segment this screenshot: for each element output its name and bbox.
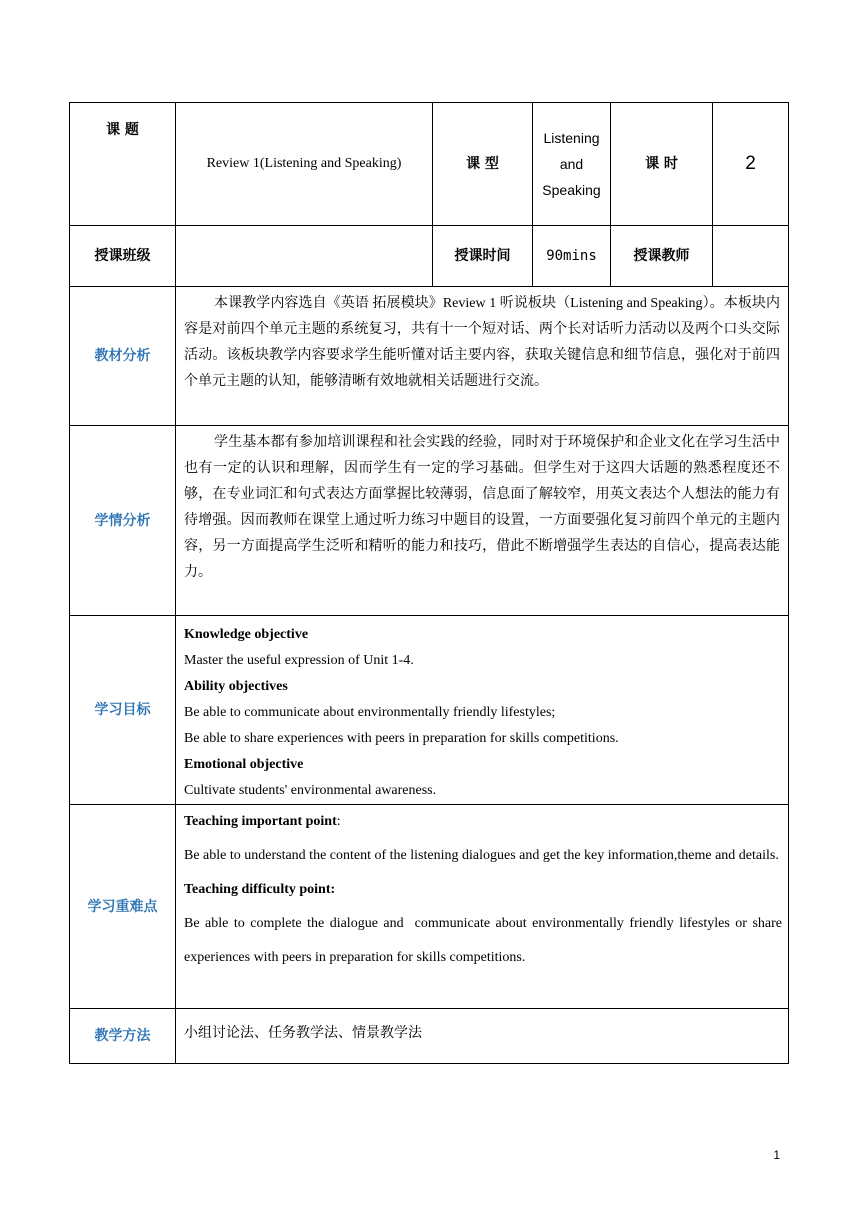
ability-text-2: Be able to share experiences with peers in preparation for skills competitions. — [184, 731, 619, 746]
hours-label: 课 时 — [611, 103, 713, 226]
methods-label: 教学方法 — [70, 1009, 176, 1064]
type-label: 课 型 — [433, 103, 533, 226]
header-row-2 — [70, 226, 789, 287]
page-number: 1 — [773, 1148, 780, 1162]
material-text: 本课教学内容选自《英语 拓展模块》Review 1 听说板块（Listening and Speaking）。本板块内容是对前四个单元主题的系统复习，共有十一个短对话、两个长对话听力活动以及两个口头交际活动。该板块教学内容要求学生能听懂对话主要内容，获取关键信息和细节信息，强化对于前四个单元主题的认知，能够清晰有效地就相关话题进行交流。 — [184, 296, 780, 389]
teacher-label: 授课教师 — [611, 226, 713, 287]
important-colon: : — [336, 814, 341, 829]
objectives-row — [70, 616, 789, 805]
students-label: 学情分析 — [70, 426, 176, 616]
objectives-cell — [176, 616, 789, 805]
important-heading: Teaching important point — [184, 814, 337, 829]
type-value-line-1: Listening — [543, 130, 600, 146]
emotional-heading: Emotional objective — [184, 757, 304, 772]
important-heading-line — [184, 805, 782, 839]
students-text: 学生基本都有参加培训课程和社会实践的经验，同时对于环境保护和企业文化在学习生活中也有一定的认识和理解，因而学生有一定的学习基础。但学生对于这四大话题的熟悉程度还不够，在专业词汇和句式表达方面掌握比较薄弱，信息面了解较窄，用英文表达个人想法的能力有待增强。因而教师在课堂上通过听力练习中题目的设置，一方面要强化复习前四个单元的主题内容，另一方面提高学生泛听和精听的能力和技巧，借此不断增强学生表达的自信心，提高表达能力。 — [184, 435, 780, 580]
material-label: 教材分析 — [70, 287, 176, 426]
students-row — [70, 426, 789, 616]
hours-value: 2 — [713, 103, 789, 226]
students-cell — [176, 426, 789, 616]
class-value — [176, 226, 433, 287]
ability-heading: Ability objectives — [184, 679, 288, 694]
difficult-text: Be able to complete the dialogue and communicate about environmentally friendly lifestyles or share experiences with peers in preparation for skills competitions. — [184, 916, 786, 965]
class-label: 授课班级 — [70, 226, 176, 287]
ability-text-1: Be able to communicate about environmentally friendly lifestyles; — [184, 705, 556, 720]
type-value-line-3: Speaking — [542, 182, 601, 198]
objectives-content — [176, 616, 788, 804]
key-points-row — [70, 805, 789, 1009]
objectives-label: 学习目标 — [70, 616, 176, 805]
knowledge-text: Master the useful expression of Unit 1-4. — [184, 653, 414, 668]
material-cell — [176, 287, 789, 426]
course-title-label: 课 题 — [70, 103, 176, 226]
methods-row — [70, 1009, 789, 1064]
time-value: 90mins — [533, 226, 611, 287]
key-points-content — [176, 805, 788, 975]
header-row-1 — [70, 103, 789, 226]
important-text: Be able to understand the content of the listening dialogues and get the key information,theme and details. — [184, 848, 779, 863]
course-title-value: Review 1(Listening and Speaking) — [176, 103, 433, 226]
teacher-value — [713, 226, 789, 287]
type-value-line-2: and — [559, 156, 584, 172]
key-points-label: 学习重难点 — [70, 805, 176, 1009]
difficult-heading: Teaching difficulty point: — [184, 882, 336, 897]
time-label: 授课时间 — [433, 226, 533, 287]
emotional-text: Cultivate students' environmental awareness. — [184, 783, 437, 798]
knowledge-heading: Knowledge objective — [184, 627, 309, 642]
material-row — [70, 287, 789, 426]
methods-text: 小组讨论法、任务教学法、情景教学法 — [176, 1009, 789, 1064]
lesson-plan-table — [69, 102, 789, 1064]
key-points-cell — [176, 805, 789, 1009]
type-value — [533, 103, 611, 226]
